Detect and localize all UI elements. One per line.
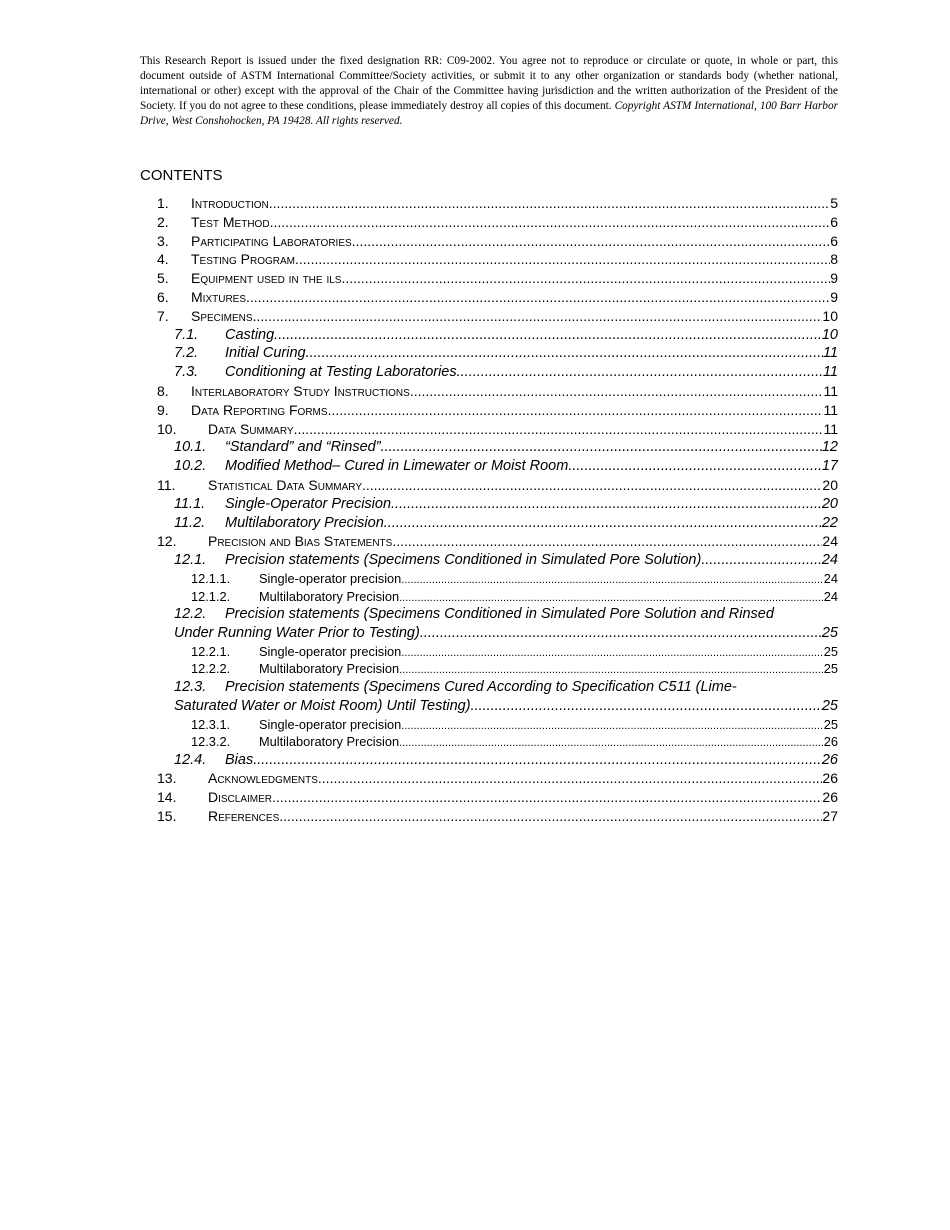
toc-number: 12.2.2. <box>191 661 231 677</box>
toc-entry-12-2-2[interactable] <box>140 660 838 678</box>
toc-page: 25 <box>823 661 838 677</box>
toc-number: 12.1.1. <box>191 570 231 586</box>
toc-page: 25 <box>821 624 838 641</box>
toc-entry-4[interactable] <box>140 250 838 269</box>
toc-page: 25 <box>823 643 838 659</box>
toc-number: 4. <box>157 251 169 268</box>
toc-page: 25 <box>823 716 838 732</box>
toc-number: 7.1. <box>174 326 199 343</box>
toc-page: 9 <box>830 270 838 287</box>
toc-number: 12.1. <box>174 552 207 569</box>
toc-title: Single-operator precision <box>259 570 402 586</box>
toc-title: Data Summary <box>208 420 294 437</box>
toc-title-continued: Saturated Water or Moist Room) Until Testing) <box>174 697 471 714</box>
toc-number: 8. <box>157 382 169 399</box>
toc-entry-12-3[interactable] <box>140 678 838 716</box>
toc-title: Test Method <box>191 213 270 230</box>
toc-entry-15[interactable] <box>140 807 838 826</box>
toc-page: 11 <box>822 345 838 362</box>
toc-title: Disclaimer <box>208 789 273 806</box>
toc-title-continued: Under Running Water Prior to Testing) <box>174 624 420 641</box>
toc-number: 7. <box>157 307 169 324</box>
toc-page: 5 <box>830 195 838 211</box>
toc-number: 12.2. <box>174 606 207 623</box>
toc-page: 11 <box>823 420 838 437</box>
toc-page: 20 <box>821 495 838 512</box>
toc-number: 12.3.1. <box>191 716 231 732</box>
toc-title: Equipment used in the ils <box>191 270 342 287</box>
toc-entry-12-1-1[interactable] <box>140 570 838 588</box>
toc-entry-10[interactable] <box>140 420 838 439</box>
toc-title: “Standard” and “Rinsed” <box>225 439 381 456</box>
toc-title: Multilaboratory Precision <box>259 661 400 677</box>
toc-title: Precision statements (Specimens Conditioned in Simulated Pore Solution) <box>225 552 702 569</box>
toc-entry-12-3-1[interactable] <box>140 716 838 734</box>
toc-title: Multilaboratory Precision <box>225 514 384 531</box>
toc-number: 12.3.2. <box>191 734 231 750</box>
toc-number: 12.1.2. <box>191 588 231 604</box>
toc-title: Introduction <box>191 195 269 211</box>
toc-page: 11 <box>823 382 838 399</box>
toc-title: References <box>208 808 280 825</box>
toc-entry-10-1[interactable] <box>140 438 838 457</box>
toc-entry-12-1-2[interactable] <box>140 588 838 606</box>
toc-number: 2. <box>157 213 169 230</box>
toc-entry-10-2[interactable] <box>140 457 838 476</box>
toc-entry-11-2[interactable] <box>140 514 838 533</box>
toc-page: 24 <box>822 533 838 550</box>
toc-number: 12.4. <box>174 751 207 768</box>
toc-number: 11.1. <box>174 495 206 512</box>
toc-page: 20 <box>822 476 838 493</box>
toc-entry-12-3-2[interactable] <box>140 733 838 751</box>
toc-number: 15. <box>157 808 177 825</box>
toc-number: 12.3. <box>174 678 207 695</box>
toc-page: 8 <box>830 251 838 268</box>
toc-entry-11[interactable] <box>140 476 838 495</box>
toc-entry-5[interactable] <box>140 269 838 288</box>
toc-title: Single-operator precision <box>259 716 402 732</box>
toc-entry-8[interactable] <box>140 382 838 401</box>
toc-page: 24 <box>823 588 838 604</box>
toc-page: 17 <box>821 458 838 475</box>
toc-number: 7.2. <box>174 345 199 362</box>
toc-number: 7.3. <box>174 364 199 381</box>
toc-title: Multilaboratory Precision <box>259 734 400 750</box>
toc-title: Interlaboratory Study Instructions <box>191 382 410 399</box>
toc-title: Data Reporting Forms <box>191 401 328 418</box>
contents-heading: CONTENTS <box>140 167 223 184</box>
toc-page: 26 <box>822 770 838 787</box>
page-content <box>140 54 838 826</box>
toc-page: 27 <box>822 808 838 825</box>
toc-entry-1[interactable] <box>140 194 838 213</box>
toc-title: Mixtures <box>191 288 247 305</box>
toc-title: Precision statements (Specimens Cured According to Specification C511 (Lime- <box>225 678 737 695</box>
toc-entry-12-4[interactable] <box>140 751 838 770</box>
toc-entry-12-2-1[interactable] <box>140 643 838 661</box>
toc-page: 10 <box>822 307 838 324</box>
toc-entry-12-2[interactable] <box>140 605 838 643</box>
notice-text: This Research Report is issued under the fixed designation RR: C09-2002. You agree not to reproduce or circulate or quote, in whole or part, this document outside of ASTM International Committee/Society activities, or submit it to any other organization or standards body (whether national, international or other) except with the approval of the Chair of the Committee having jurisdiction and the written authorization of the President of the Society. If you do not agree to these conditions, please immediately destroy all copies of this document. <box>140 55 838 112</box>
toc-page: 26 <box>823 734 838 750</box>
toc-page: 26 <box>821 751 838 768</box>
toc-title: Testing Program <box>191 251 296 268</box>
toc-number: 10. <box>157 420 177 437</box>
toc-title: Multilaboratory Precision <box>259 588 400 604</box>
toc-entry-2[interactable] <box>140 213 838 232</box>
toc-entry-7-3[interactable] <box>140 363 838 382</box>
toc-title: Single-Operator Precision <box>225 495 392 512</box>
table-of-contents <box>140 194 838 826</box>
toc-page: 9 <box>830 288 838 305</box>
toc-page: 6 <box>830 213 838 230</box>
toc-number: 10.1. <box>174 439 207 456</box>
toc-page: 12 <box>821 439 838 456</box>
copyright-notice <box>140 54 838 129</box>
toc-number: 12.2.1. <box>191 643 231 659</box>
toc-entry-12[interactable] <box>140 532 838 551</box>
toc-entry-3[interactable] <box>140 232 838 251</box>
toc-number: 3. <box>157 232 169 249</box>
toc-title: Acknowledgments <box>208 770 318 787</box>
toc-number: 1. <box>157 195 169 211</box>
toc-entry-14[interactable] <box>140 788 838 807</box>
toc-title: Single-operator precision <box>259 643 402 659</box>
toc-entry-7-2[interactable] <box>140 344 838 363</box>
toc-entry-6[interactable] <box>140 288 838 307</box>
toc-number: 11.2. <box>174 514 206 531</box>
toc-entry-11-1[interactable] <box>140 495 838 514</box>
toc-page: 11 <box>822 364 838 381</box>
toc-title: Modified Method– Cured in Limewater or Moist Room <box>225 458 569 475</box>
toc-number: 11. <box>157 476 176 493</box>
toc-title: Conditioning at Testing Laboratories <box>225 364 457 381</box>
toc-entry-9[interactable] <box>140 401 838 420</box>
toc-entry-13[interactable] <box>140 769 838 788</box>
toc-page: 6 <box>830 232 838 249</box>
toc-title: Statistical Data Summary <box>208 476 362 493</box>
toc-title: Precision statements (Specimens Conditioned in Simulated Pore Solution and Rinsed <box>225 606 774 623</box>
toc-page: 10 <box>821 326 838 343</box>
toc-number: 6. <box>157 288 169 305</box>
toc-title: Bias. <box>225 751 258 768</box>
toc-number: 5. <box>157 270 169 287</box>
toc-entry-12-1[interactable] <box>140 551 838 570</box>
toc-entry-7-1[interactable] <box>140 326 838 345</box>
toc-page: 11 <box>823 401 838 418</box>
toc-entry-7[interactable] <box>140 307 838 326</box>
toc-number: 10.2. <box>174 458 207 475</box>
toc-title: Specimens <box>191 307 253 324</box>
toc-title: Initial Curing <box>225 345 306 362</box>
toc-page: 24 <box>823 570 838 586</box>
toc-number: 14. <box>157 789 177 806</box>
toc-number: 12. <box>157 533 177 550</box>
toc-title: Casting <box>225 326 275 343</box>
toc-page: 22 <box>821 514 838 531</box>
toc-page: 26 <box>822 789 838 806</box>
copyright-line: Copyright ASTM International, 100 Barr Harbor Drive, West Conshohocken, PA 19428. All rights reserved. <box>140 100 838 127</box>
toc-title: Participating Laboratories <box>191 232 352 249</box>
toc-number: 9. <box>157 401 169 418</box>
toc-title: Precision and Bias Statements <box>208 533 393 550</box>
toc-number: 13. <box>157 770 177 787</box>
toc-page: 25 <box>821 697 838 714</box>
toc-page: 24 <box>821 552 838 569</box>
